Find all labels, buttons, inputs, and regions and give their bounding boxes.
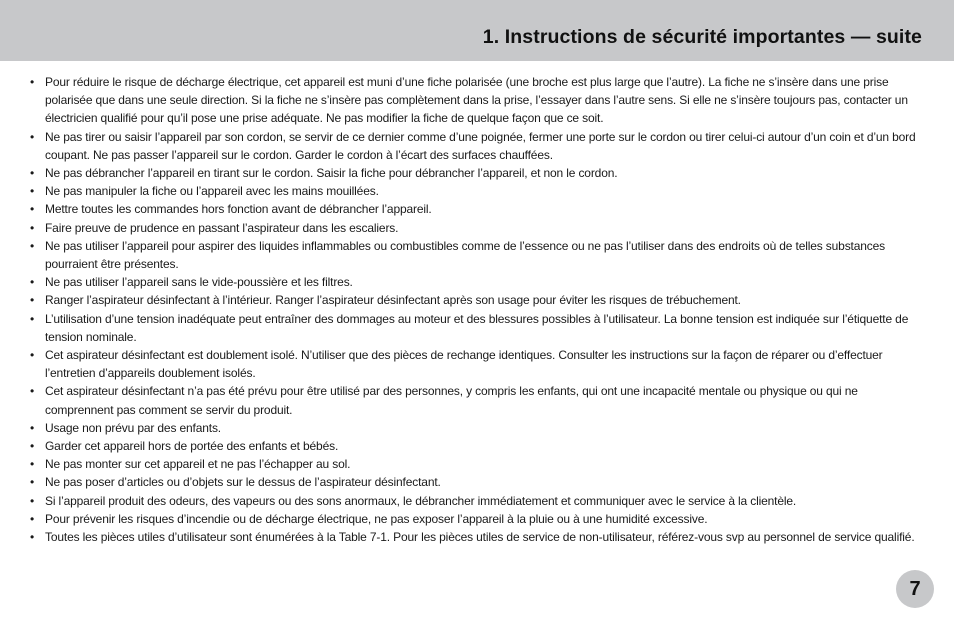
bullet-icon: •	[30, 493, 35, 508]
list-item-text: L’utilisation d’une tension inadéquate peut entraîner des dommages au moteur et des blessures possibles à l’utilisateur. La bonne tension est indiquée sur l’étiquette de tension nominale.	[45, 311, 909, 344]
bullet-icon: •	[30, 439, 35, 454]
list-item-text: Ne pas utiliser l’appareil pour aspirer des liquides inflammables ou combustibles comme de l’essence ou ne pas l’utiliser dans des endroits où de telles substances pourraient être présentes.	[45, 238, 886, 272]
list-item	[29, 200, 924, 218]
list-item-text: Ne pas débrancher l’appareil en tirant sur le cordon. Saisir la fiche pour débrancher l’appareil, et non le cordon.	[45, 166, 618, 181]
list-item	[29, 510, 924, 528]
bullet-icon: •	[30, 202, 35, 217]
list-item-text: Ne pas poser d’articles ou d’objets sur le dessus de l’aspirateur désinfectant.	[45, 475, 441, 490]
list-item	[29, 437, 924, 455]
page-number-badge	[896, 570, 934, 608]
safety-instructions-list	[29, 73, 924, 546]
bullet-icon: •	[30, 129, 35, 144]
bullet-icon: •	[30, 220, 35, 235]
list-item-text: Ne pas utiliser l’appareil sans le vide-poussière et les filtres.	[45, 275, 353, 290]
page-title: 1. Instructions de sécurité importantes — suite	[482, 26, 922, 48]
list-item-text: Ranger l’aspirateur désinfectant à l’intérieur. Ranger l’aspirateur désinfectant après son usage pour éviter les risques de trébuchement.	[45, 293, 741, 308]
list-item	[29, 219, 924, 237]
list-item-text: Ne pas manipuler la fiche ou l’appareil avec les mains mouillées.	[45, 184, 379, 199]
list-item	[29, 291, 924, 309]
list-item-text: Pour prévenir les risques d’incendie ou de décharge électrique, ne pas exposer l’appareil à la pluie ou à une humidité excessive.	[45, 511, 708, 526]
list-item	[29, 128, 924, 164]
list-item	[29, 492, 924, 510]
bullet-icon: •	[30, 311, 35, 326]
list-item-text: Garder cet appareil hors de portée des enfants et bébés.	[45, 439, 339, 454]
list-item	[29, 310, 924, 346]
bullet-icon: •	[30, 348, 35, 363]
list-item	[29, 346, 924, 382]
list-item	[29, 473, 924, 491]
page-header	[0, 0, 954, 61]
bullet-icon: •	[30, 511, 35, 526]
bullet-icon: •	[30, 475, 35, 490]
list-item-text: Faire preuve de prudence en passant l’aspirateur dans les escaliers.	[45, 220, 399, 235]
bullet-icon: •	[30, 238, 35, 253]
list-item	[29, 455, 924, 473]
list-item	[29, 73, 924, 128]
list-item	[29, 419, 924, 437]
list-item-text: Toutes les pièces utiles d’utilisateur sont énumérées à la Table 7-1. Pour les pièces utiles de service de non-utilisateur, référez-vous svp au personnel de service qualifié.	[45, 530, 915, 545]
list-item-text: Pour réduire le risque de décharge électrique, cet appareil est muni d’une fiche polarisée (une broche est plus large que l’autre). La fiche ne s’insère dans une prise polarisée que dans une seule direction. Si la fiche ne s’insère pas complètement dans la prise, l’essayer dans l’autre sens. Si elle ne s’insère toujours pas, contacter un électricien qualifié pour qu’il pose une prise adéquate. Ne pas modifier la fiche de quelque façon que ce soit.	[45, 75, 908, 126]
page-number: 7	[909, 577, 921, 600]
list-item-text: Ne pas tirer ou saisir l’appareil par son cordon, se servir de ce dernier comme d’une poignée, fermer une porte sur le cordon ou tirer celui-ci autour d’un coin et d’un bord coupant. Ne pas passer l’appareil sur le cordon. Garder le cordon à l’écart des surfaces chauffées.	[45, 129, 916, 162]
list-item-text: Cet aspirateur désinfectant est doublement isolé. N’utiliser que des pièces de rechange identiques. Consulter les instructions sur la façon de réparer ou d’effectuer l’entretien d’appareils doublement isolés.	[45, 348, 883, 381]
bullet-icon: •	[30, 420, 35, 435]
bullet-icon: •	[30, 275, 35, 290]
list-item	[29, 237, 924, 273]
list-item	[29, 382, 924, 418]
bullet-icon: •	[30, 384, 35, 399]
list-item-text: Cet aspirateur désinfectant n’a pas été prévu pour être utilisé par des personnes, y compris les enfants, qui ont une incapacité mentale ou physique ou qui ne comprennent pas comment se servir du produit.	[45, 384, 858, 417]
bullet-icon: •	[30, 75, 35, 89]
list-item	[29, 164, 924, 182]
list-item-text: Mettre toutes les commandes hors fonction avant de débrancher l’appareil.	[45, 202, 432, 217]
list-item	[29, 528, 924, 546]
list-item-text: Ne pas monter sur cet appareil et ne pas l’échapper au sol.	[45, 457, 351, 472]
list-item-text: Usage non prévu par des enfants.	[45, 420, 221, 435]
list-item	[29, 182, 924, 200]
bullet-icon: •	[30, 184, 35, 199]
list-item	[29, 273, 924, 291]
list-item-text: Si l’appareil produit des odeurs, des vapeurs ou des sons anormaux, le débrancher immédiatement et communiquer avec le service à la clientèle.	[45, 493, 797, 508]
bullet-icon: •	[30, 530, 35, 545]
bullet-icon: •	[30, 457, 35, 472]
bullet-icon: •	[30, 166, 35, 181]
bullet-icon: •	[30, 293, 35, 308]
